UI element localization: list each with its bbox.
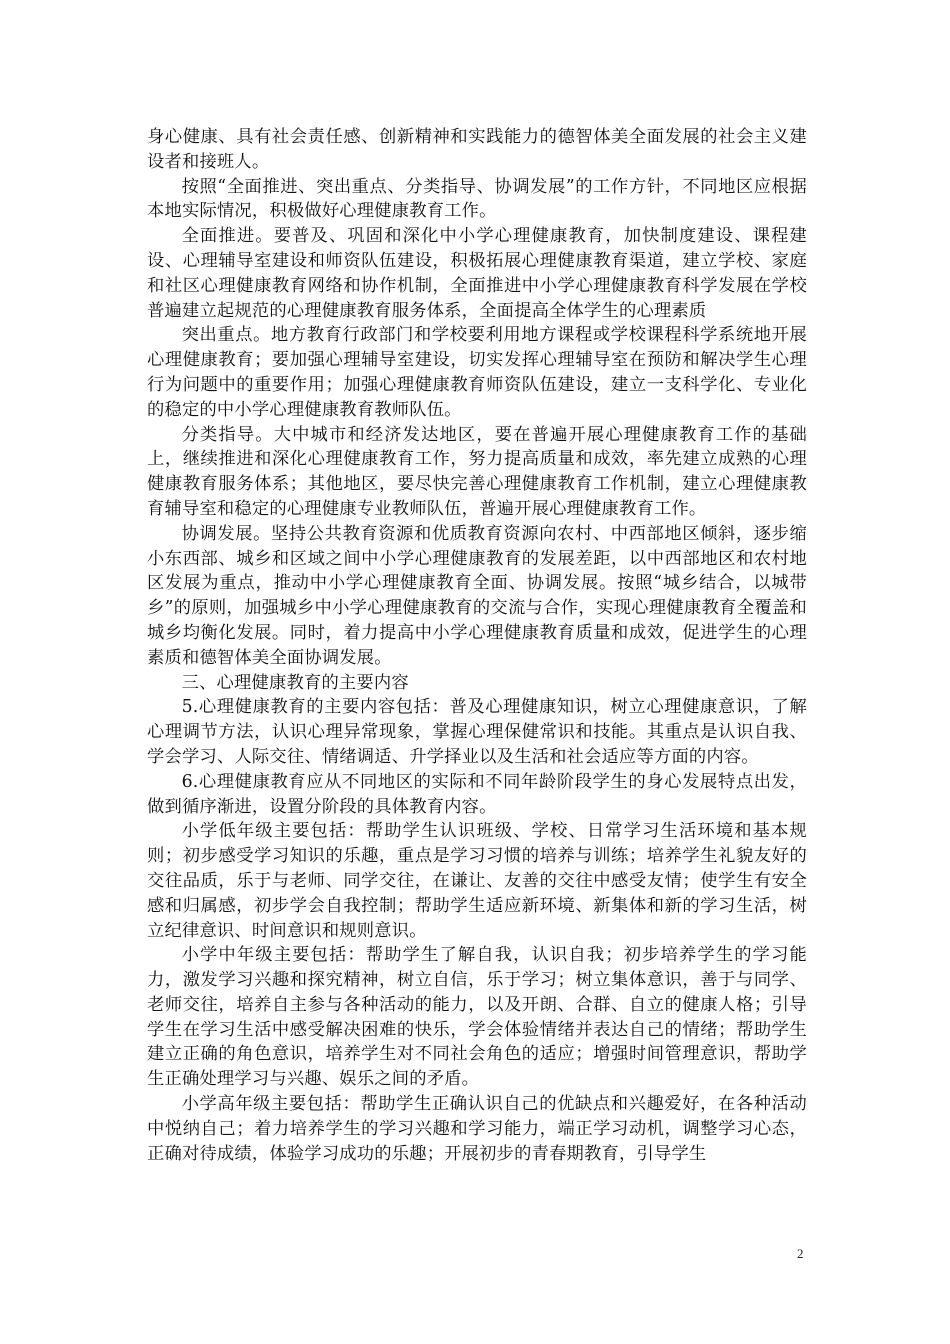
paragraph-2: 按照“全面推进、突出重点、分类指导、协调发展”的工作方针，不同地区应根据本地实际情况，积极做好心理健康教育工作。 xyxy=(147,176,807,222)
paragraph-9: 6.心理健康教育应从不同地区的实际和不同年龄阶段学生的身心发展特点出发，做到循序渐进，设置分阶段的具体教育内容。 xyxy=(147,771,807,817)
paragraph-6: 协调发展。坚持公共教育资源和优质教育资源向农村、中西部地区倾斜，逐步缩小东西部、城乡和区域之间中小学心理健康教育的发展差距，以中西部地区和农村地区发展为重点，推动中小学心理健康教育全面、协调发展。按照“城乡结合，以城带乡”的原则，加强城乡中小学心理健康教育的交流与合作，实现心理健康教育全覆盖和城乡均衡化发展。同时，着力提高中小学心理健康教育质量和成效，促进学生的心理素质和德智体美全面协调发展。 xyxy=(147,523,807,668)
paragraph-10: 小学低年级主要包括：帮助学生认识班级、学校、日常学习生活环境和基本规则；初步感受学习知识的乐趣，重点是学习习惯的培养与训练；培养学生礼貌友好的交往品质，乐于与老师、同学交往，在谦让、友善的交往中感受友情；使学生有安全感和归属感，初步学会自我控制；帮助学生适应新环境、新集体和新的学习生活，树立纪律意识、时间意识和规则意识。 xyxy=(147,821,807,941)
paragraph-8: 5.心理健康教育的主要内容包括：普及心理健康知识，树立心理健康意识，了解心理调节方法，认识心理异常现象，掌握心理保健常识和技能。其重点是认识自我、学会学习、人际交往、情绪调适、升学择业以及生活和社会适应等方面的内容。 xyxy=(147,697,807,767)
paragraph-5: 分类指导。大中城市和经济发达地区，要在普遍开展心理健康教育工作的基础上，继续推进和深化心理健康教育工作，努力提高质量和成效，率先建立成熟的心理健康教育服务体系；其他地区，要尽快完善心理健康教育工作机制，建立心理健康教育辅导室和稳定的心理健康专业教师队伍，普遍开展心理健康教育工作。 xyxy=(147,424,807,519)
body-text xyxy=(147,125,807,1166)
paragraph-1: 身心健康、具有社会责任感、创新精神和实践能力的德智体美全面发展的社会主义建设者和接班人。 xyxy=(147,127,807,172)
paragraph-3: 全面推进。要普及、巩固和深化中小学心理健康教育，加快制度建设、课程建设、心理辅导室建设和师资队伍建设，积极拓展心理健康教育渠道，建立学校、家庭和社区心理健康教育网络和协作机制，全面推进中小学心理健康教育科学发展在学校普遍建立起规范的心理健康教育服务体系，全面提高全体学生的心理素质 xyxy=(147,226,807,321)
paragraph-4: 突出重点。地方教育行政部门和学校要利用地方课程或学校课程科学系统地开展心理健康教育；要加强心理辅导室建设，切实发挥心理辅导室在预防和解决学生心理行为问题中的重要作用；加强心理健康教育师资队伍建设，建立一支科学化、专业化的稳定的中小学心理健康教育教师队伍。 xyxy=(147,325,807,420)
section-heading: 三、心理健康教育的主要内容 xyxy=(181,672,409,693)
paragraph-12: 小学高年级主要包括：帮助学生正确认识自己的优缺点和兴趣爱好，在各种活动中悦纳自己；着力培养学生的学习兴趣和学习能力，端正学习动机，调整学习心态，正确对待成绩，体验学习成功的乐趣；开展初步的青春期教育，引导学生 xyxy=(147,1094,807,1164)
paragraph-11: 小学中年级主要包括：帮助学生了解自我，认识自我；初步培养学生的学习能力，激发学习兴趣和探究精神，树立自信，乐于学习；树立集体意识，善于与同学、老师交往，培养自主参与各种活动的能力，以及开朗、合群、自立的健康人格；引导学生在学习生活中感受解决困难的快乐，学会体验情绪并表达自己的情绪；帮助学生建立正确的角色意识，培养学生对不同社会角色的适应；增强时间管理意识，帮助学生正确处理学习与兴趣、娱乐之间的矛盾。 xyxy=(147,945,807,1090)
page-number: 2 xyxy=(797,1246,804,1261)
